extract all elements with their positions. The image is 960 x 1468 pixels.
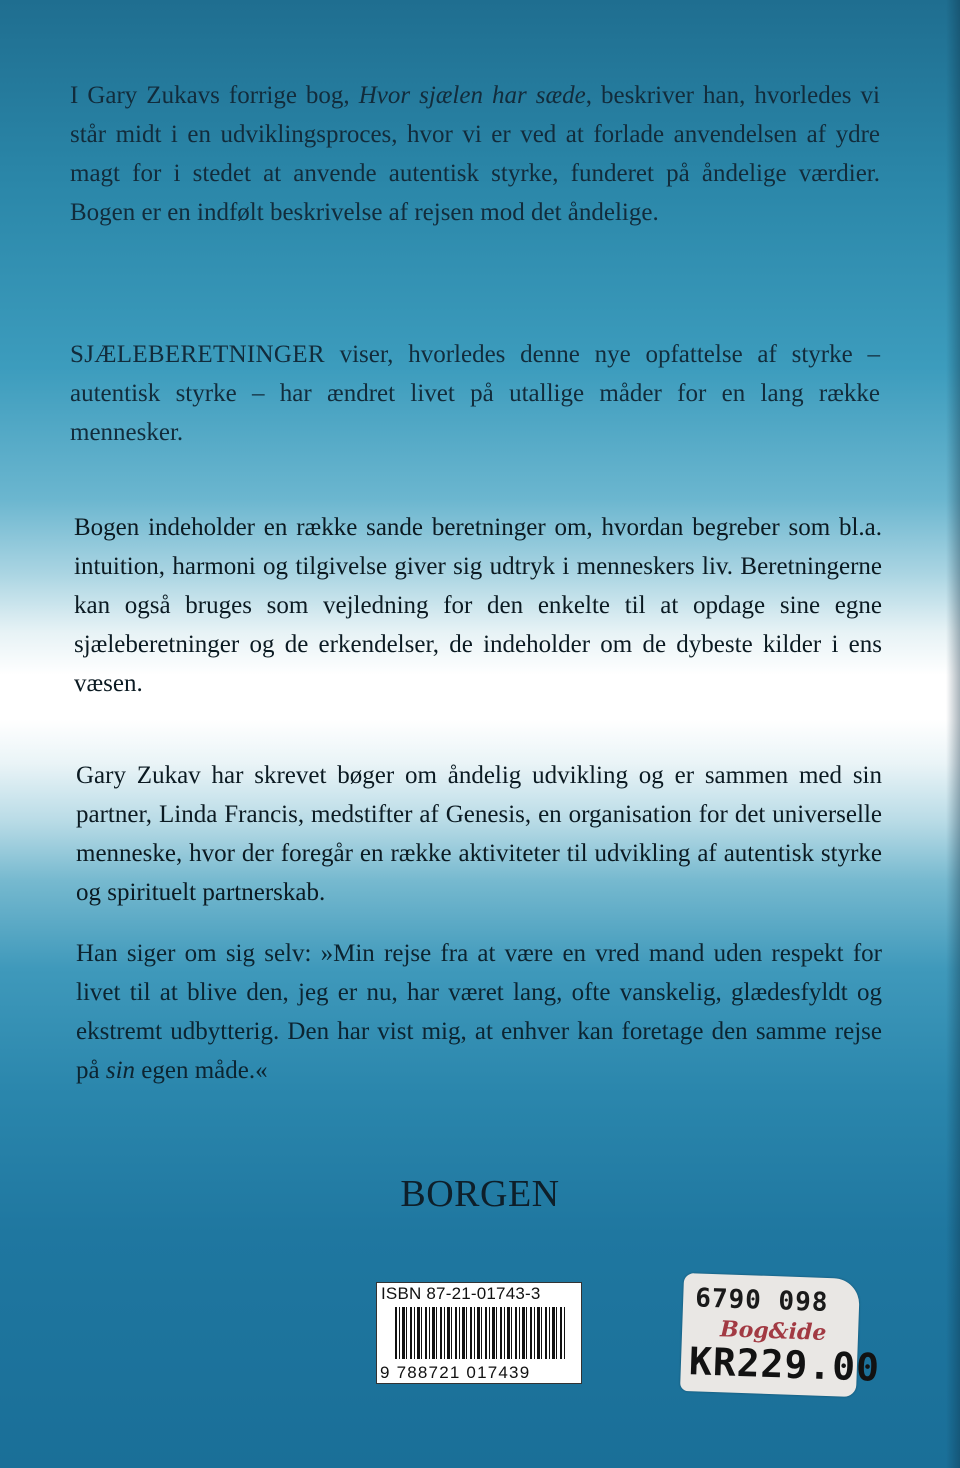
sticker-shop-name: Bog&ide	[719, 1316, 827, 1346]
paragraph-book-intro	[70, 335, 880, 452]
barcode-bars	[395, 1307, 567, 1359]
publisher-logo: BORGEN	[400, 1173, 560, 1215]
paragraph-author-quote	[76, 934, 882, 1090]
book-title-caps: SJÆLEBERETNINGER	[70, 341, 325, 368]
sticker-price: KR229.00	[688, 1339, 881, 1390]
price-sticker	[680, 1273, 881, 1397]
isbn-label: ISBN 87-21-01743-3	[381, 1284, 541, 1303]
paragraph-author-bio: Gary Zukav har skrevet bøger om åndelig udvikling og er sammen med sin partner, Linda Francis, medstifter af Genesis, en organisation for det universelle menneske, hvor der foregår en række aktiviteter til udvikling af autentisk styrke og spirituelt partnerskab.	[76, 762, 882, 906]
quote-emphasis: sin	[105, 1057, 136, 1084]
isbn-barcode	[376, 1282, 582, 1384]
paragraph-previous-book	[70, 76, 880, 232]
p2-text-after: viser, hvorledes denne nye opfattelse af styrke – autentisk styrke – har ændret livet på utallige måder for en lang række mennesker.	[70, 341, 880, 446]
barcode-digits: 9 788721 017439	[380, 1363, 531, 1382]
p5-text-before: Han siger om sig selv: »Min rejse fra at være en vred mand uden respekt for livet til at blive den, jeg er nu, har været lang, ofte vanskelig, glædesfyldt og ekstremt udbytterig. Den har vist mig, at enhver kan foretage den samme rejse på	[76, 940, 882, 1084]
cover-edge-shadow	[946, 0, 960, 1468]
previous-book-title: Hvor sjælen har sæde	[358, 82, 586, 109]
p5-text-after: egen måde.«	[135, 1057, 268, 1084]
paragraph-book-contents: Bogen indeholder en række sande beretninger om, hvordan begreber som bl.a. intuition, harmoni og tilgivelse giver sig udtryk i menneskers liv. Beretningerne kan også bruges som vejledning for den enkelte til at opdage sine egne sjæleberetninger og de erkendelser, de indeholder om de dybeste kilder i ens væsen.	[74, 514, 882, 697]
sticker-code: 6790 098	[694, 1283, 829, 1319]
p1-text-before: I Gary Zukavs forrige bog,	[70, 82, 359, 109]
p1-text-after: , beskriver han, hvorledes vi står midt i en udviklingsproces, hvor vi er ved at forlade anvendelsen af ydre magt for i stedet at anvende autentisk styrke, funderet på åndelige værdier. Bogen er en indfølt beskrivelse af rejsen mod det åndelige.	[70, 82, 880, 226]
